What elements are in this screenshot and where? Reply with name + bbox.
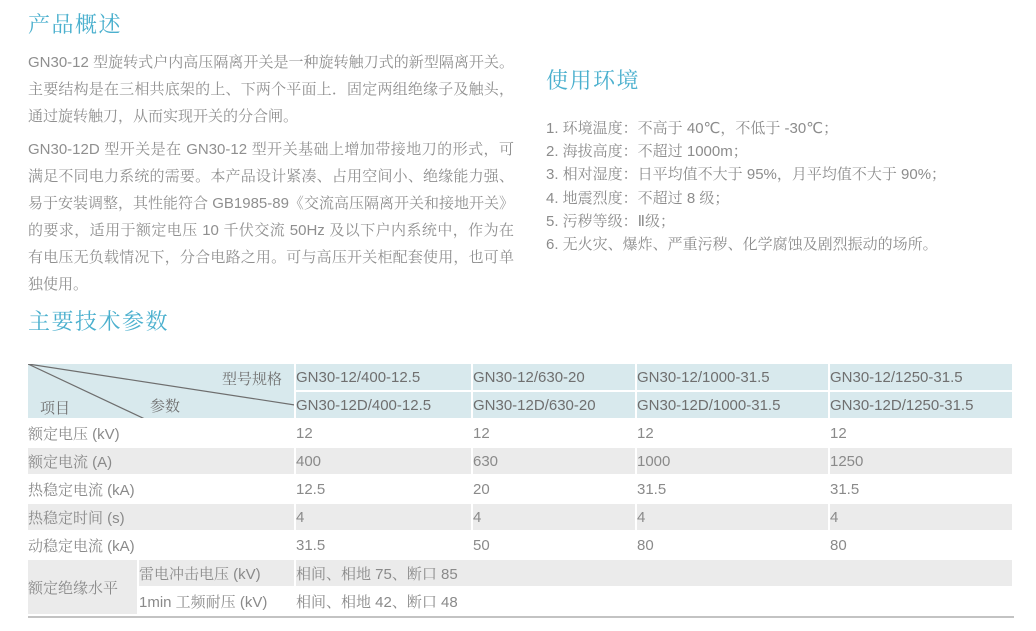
table-row bbox=[28, 532, 1014, 560]
param-value-cell: 31.5 bbox=[830, 476, 1014, 504]
model-column-header: GN30-12/630-20 bbox=[473, 364, 637, 392]
param-value-cell: 630 bbox=[473, 448, 637, 476]
environment-item: 3. 相对湿度：日平均值不大于 95%，月平均值不大于 90%； bbox=[546, 166, 947, 184]
param-value-cell: 31.5 bbox=[637, 476, 830, 504]
corner-label-param: 参数 bbox=[150, 398, 181, 415]
param-row-label: 动稳定电流 (kA) bbox=[28, 532, 296, 560]
parameters-title: 主要技术参数 bbox=[28, 309, 170, 334]
model-column-header: GN30-12/1250-31.5 bbox=[830, 364, 1014, 392]
param-value-cell: 31.5 bbox=[296, 532, 473, 560]
table-row bbox=[28, 420, 1014, 448]
param-row-label: 热稳定时间 (s) bbox=[28, 504, 296, 532]
param-value-cell: 1000 bbox=[637, 448, 830, 476]
overview-paragraph-1: GN30-12 型旋转式户内高压隔离开关是一种旋转触刀式的新型隔离开关。主要结构是在三相共底架的上、下两个平面上．固定两组绝缘子及触头，通过旋转触刀，从而实现开关的分合闸。 bbox=[28, 54, 514, 125]
environment-item: 5. 污秽等级：Ⅱ级； bbox=[546, 212, 676, 230]
table-row bbox=[28, 588, 1014, 616]
param-value-cell: 50 bbox=[473, 532, 637, 560]
param-value-cell: 80 bbox=[830, 532, 1014, 560]
environment-item: 6. 无火灾、爆炸、严重污秽、化学腐蚀及剧烈振动的场所。 bbox=[546, 236, 938, 254]
table-row bbox=[28, 476, 1014, 504]
insulation-row-label: 1min 工频耐压 (kV) bbox=[139, 588, 296, 616]
corner-label-model-spec: 型号规格 bbox=[221, 371, 282, 388]
param-row-label: 热稳定电流 (kA) bbox=[28, 476, 296, 504]
param-row-label: 额定电流 (A) bbox=[28, 448, 296, 476]
corner-header-cell bbox=[28, 364, 296, 420]
table-row bbox=[28, 448, 1014, 476]
param-value-cell: 80 bbox=[637, 532, 830, 560]
param-value-cell: 20 bbox=[473, 476, 637, 504]
param-value-cell: 12 bbox=[296, 420, 473, 448]
environment-item: 4. 地震烈度：不超过 8 级； bbox=[546, 189, 730, 207]
overview-title: 产品概述 bbox=[28, 12, 123, 37]
param-row-label: 额定电压 (kV) bbox=[28, 420, 296, 448]
model-column-header: GN30-12D/630-20 bbox=[473, 392, 637, 420]
model-column-header: GN30-12/400-12.5 bbox=[296, 364, 473, 392]
param-value-cell: 12 bbox=[637, 420, 830, 448]
corner-label-item: 项目 bbox=[40, 400, 71, 417]
table-row bbox=[28, 560, 1014, 588]
insulation-row-label: 雷电冲击电压 (kV) bbox=[139, 560, 296, 588]
param-value-cell: 12 bbox=[830, 420, 1014, 448]
model-column-header: GN30-12D/400-12.5 bbox=[296, 392, 473, 420]
parameters-table bbox=[28, 364, 1014, 616]
parameters-table-wrap bbox=[28, 364, 1014, 618]
environment-item: 2. 海拔高度：不超过 1000m； bbox=[546, 143, 748, 161]
environment-list bbox=[546, 117, 946, 256]
overview-paragraph-2: GN30-12D 型开关是在 GN30-12 型开关基础上增加带接地刀的形式，可满足不同电力系统的需要。本产品设计紧凑、占用空间小、绝缘能力强、易于安装调整，其性能符合 GB1985-89《交流高压隔离开关和接地开关》的要求，适用于额定电压 10 千伏交流 50Hz 及以下户内系统中，作为在有电压无负载情况下，分合电路之用。可与高压开关柜配套使用，也可单独使用。 bbox=[28, 141, 514, 293]
param-value-cell: 4 bbox=[830, 504, 1014, 532]
param-value-cell: 12.5 bbox=[296, 476, 473, 504]
model-column-header: GN30-12D/1000-31.5 bbox=[637, 392, 830, 420]
model-column-header: GN30-12/1000-31.5 bbox=[637, 364, 830, 392]
environment-title: 使用环境 bbox=[546, 68, 641, 93]
param-value-cell: 4 bbox=[473, 504, 637, 532]
insulation-group-label: 额定绝缘水平 bbox=[28, 560, 139, 616]
table-row bbox=[28, 504, 1014, 532]
param-value-cell: 12 bbox=[473, 420, 637, 448]
insulation-row-value: 相间、相地 42、断口 48 bbox=[296, 588, 1014, 616]
param-value-cell: 4 bbox=[296, 504, 473, 532]
environment-item: 1. 环境温度：不高于 40℃，不低于 -30℃； bbox=[546, 120, 839, 137]
param-value-cell: 4 bbox=[637, 504, 830, 532]
param-value-cell: 1250 bbox=[830, 448, 1014, 476]
insulation-row-value: 相间、相地 75、断口 85 bbox=[296, 560, 1014, 588]
param-value-cell: 400 bbox=[296, 448, 473, 476]
model-column-header: GN30-12D/1250-31.5 bbox=[830, 392, 1014, 420]
